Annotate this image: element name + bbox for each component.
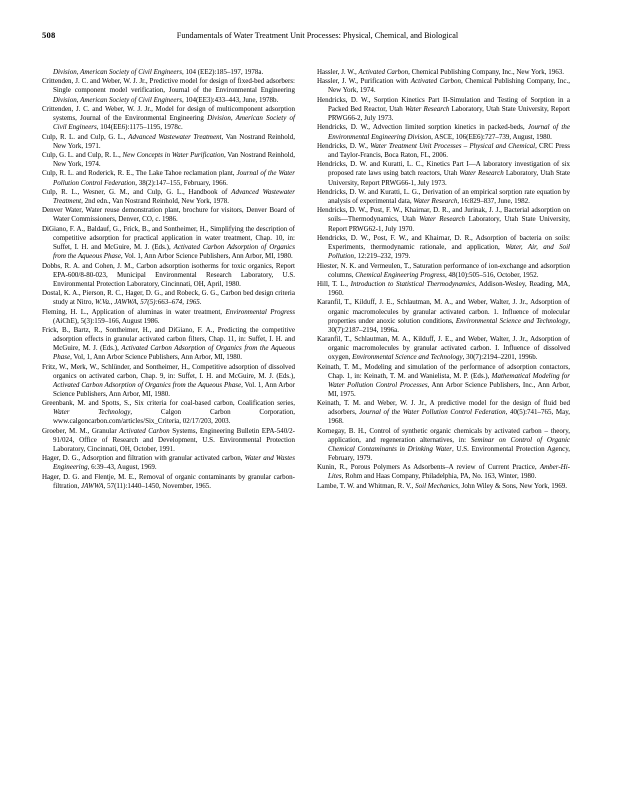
reference-entry: Fritz, W., Merk, W., Schlünder, and Sontheimer, H., Competitive adsorption of dissolved organics on activated carbon, Chap. 9, in: Suffet, I. H. and McGuire, M. J. (Eds.), Activated Carbon Adsorption of Organics from the Aqueous Phase, Vol. 1, Ann Arbor Science Publishers, Ann Arbor, MI, 1980. <box>42 362 295 398</box>
reference-entry: Hendricks, D. W., Water Treatment Unit Processes – Physical and Chemical, CRC Press and Taylor-Francis, Boca Raton, FL, 2006. <box>317 141 570 159</box>
reference-entry: Groeber, M. M., Granular Activated Carbon Systems, Engineering Bulletin EPA-540/2-91/024, Office of Research and Development, U.S. Environmental Protection Laboratory, Cincinnati, OH, October, 1991. <box>42 426 295 453</box>
reference-entry: Hager, D. G., Adsorption and filtration with granular activated carbon, Water and Wastes Engineering, 6:39–43, August, 1969. <box>42 454 296 472</box>
reference-entry: Fleming, H. L., Application of aluminas in water treatment, Environmental Progress (AiChE), 5(3):159–166, August 1986. <box>42 307 296 325</box>
reference-entry: Denver Water, Water reuse demonstration plant, brochure for visitors, Denver Board of Water Commissioners, Denver, CO, c. 1986. <box>42 206 295 224</box>
reference-entry: Culp, R. L., Wesner, G. M., and Culp, G. L., Handbook of Advanced Wastewater Treatment, 2nd edn., Van Nostrand Reinhold, New York, 1978. <box>42 187 295 205</box>
reference-entry: Frick, B., Bartz, R., Sontheimer, H., and DiGiano, F. A., Predicting the competitive adsorption effects in granular activated carbon filters, Chap. 11, in: Suffet, I. H. and McGuire, M. J. (Eds.), Activated Carbon Adsorption of Organics from the Aqueous Phase, Vol, 1, Ann Arbor Science Publishers, Ann Arbor, MI, 1980. <box>42 326 295 362</box>
reference-entry: Hendricks, D. W. and Kuratti, L. C., Kinetics Part I—A laboratory investigation of six proposed rate laws using batch reactors, Utah Water Research Laboratory, Utah State University, Report PRWG66-1, July 1973. <box>317 160 570 187</box>
page-header <box>42 30 575 42</box>
reference-entry: Division, American Society of Civil Engineers, 104 (EE2):185–197, 1978a. <box>53 68 264 76</box>
reference-entry: Hendricks, D. W., Sorption Kinetics Part II-Simulation and Testing of Sorption in a Packed Bed Reactor, Utah Water Research Laboratory, Utah State University, Report PRWG66-2, July 1973. <box>317 95 570 123</box>
reference-entry: Crittenden, J. C. and Weber, W. J. Jr., Predictive model for design of fixed-bed adsorbers: Single component model verification, Journal of the Environmental Engineering Division, American Society of Civil Engineers, 104(EE3):433–443, June, 1978b. <box>42 77 295 104</box>
reference-entry: Hendricks, D. W., Post, F. W., Khairnar, D. R., and Jurinak, J. J., Bacterial adsorption on soils—Thermodynamics, Utah Water Research Laboratory, Utah State University, Report PRWG62-1, July 1970. <box>317 206 570 233</box>
reference-entry: Karanfil, T., Schlautman, M. A., Kilduff, J. E., and Weber, Walter, J. Jr., Adsorption of organic macromolecules by granular activated carbon. I. Influence of dissolved oxygen, Environmental Science and Technology, 30(7):2194–2201, 1996b. <box>317 335 570 362</box>
reference-entry: Dobbs, R. A. and Cohen, J. M., Carbon adsorption isotherms for toxic organics, Report EPA-600/8-80-023, Municipal Environmental Research Laboratory, U.S. Environmental Protection Laboratory, Cincinnati, OH, April, 1980. <box>42 261 295 288</box>
left-column <box>42 68 295 491</box>
right-column <box>317 68 570 491</box>
reference-entry: Hiester, N. K. and Vermeulen, T., Saturation performance of ion-exchange and adsorption columns, Chemical Engineering Progress, 48(10):505–516, October, 1952. <box>317 261 570 279</box>
reference-entry: Keinath, T. M., Modeling and simulation of the performance of adsorption contactors, Chap. 1, in: Keinath, T. M. and Wanielista, M. P. (Eds.), Mathematical Modeling for Water Pollution Control Processes, Ann Arbor Science Publishers, Inc., Ann Arbor, MI, 1975. <box>317 362 571 398</box>
reference-entry: Hendricks, D. W., Post, F. W., and Khairnar, D. R., Adsorption of bacteria on soils: Experiments, thermodynamic rationale, and application, Water, Air, and Soil Pollution, 12:219–232, 1979. <box>317 233 570 261</box>
reference-entry: Hassler, J. W., Activated Carbon, Chemical Publishing Company, Inc., New York, 1963. <box>317 68 564 76</box>
page-number: 508 <box>42 30 56 40</box>
reference-entry: Kunin, R., Porous Polymers As Adsorbents–A review of Current Practice, Amber-Hi-Lites, Rohm and Haas Company, Philadelphia, PA, No. 163, Winter, 1980. <box>317 463 570 481</box>
reference-entry: Keinath, T. M. and Weber, W. J. Jr., A predictive model for the design of fluid bed adsorbers, Journal of the Water Pollution Control Federation, 40(5):741–765, May, 1968. <box>317 399 571 426</box>
reference-entry: DiGiano, F. A., Baldauf, G., Frick, B., and Sontheimer, H., Simplifying the description of competitive adsorption for practical application in water treatment, Chap. 10, in: Suffet, I. H. and McGuire, M. J. (Eds.), Activated Carbon Adsorption of Organics from the Aqueous Phase, Vol. 1, Ann Arbor Science Publishers, Ann Arbor, MI, 1980. <box>42 224 295 261</box>
reference-entry: Hager, D. G. and Flentje, M. E., Removal of organic contaminants by granular carbon- filtration, JAWWA, 57(11):1440–1450, November, 1965. <box>42 472 295 490</box>
reference-entry: Hill, T. L., Introduction to Statistical Thermodynamics, Addison-Wesley, Reading, MA, 1960. <box>317 279 570 298</box>
reference-entry: Hendricks, D. W. and Kuratti, L. G., Derivation of an empirical sorption rate equation by analysis of experimental data, Water Research, 16:829–837, June, 1982. <box>317 187 570 205</box>
reference-entry: Kornegay, B. H., Control of synthetic organic chemicals by activated carbon – theory, application, and regeneration alternatives, in: Seminar on Control of Organic Chemical Contaminants in Drinking Water, U.S. Environmental Protection Agency, February, 1979. <box>317 426 571 462</box>
reference-entry: Lambe, T. W. and Whitman, R. V., Soil Mechanics, John Wiley & Sons, New York, 1969. <box>317 481 567 490</box>
reference-entry: Culp, R. L. and Roderick, R. E., The Lake Tahoe reclamation plant, Journal of the Water Pollution Control Federation, 38(2):147–155, February, 1966. <box>42 169 295 187</box>
reference-entry: Karanfil, T., Kilduff, J. E., Schlautman, M. A., and Weber, Walter, J. Jr., Adsorption of organic macromolecules by granular activated carbon. 1. Influence of molecular properties under anoxic solution conditions, Environmental Science and Technology, 30(7):2187–2194, 1996a. <box>317 298 570 334</box>
reference-entry: Crittenden, J. C. and Weber, W. J. Jr., Model for design of multicomponent adsorption systems, Journal of the Environmental Engineering Division, American Society of Civil Engineers, 104(EE6):1175–1195, 1978c. <box>42 104 295 132</box>
reference-entry: Greenbank, M. and Spotts, S., Six criteria for coal-based carbon, Coalification series, Water Technology, Calgon Carbon Corporation, www.calgoncarbon.com/articles/Six_Criteria, 02/17/203, 2003. <box>42 399 296 426</box>
reference-entry: Culp, G. L. and Culp, R. L., New Concepts in Water Purification, Van Nostrand Reinhold, New York, 1974. <box>42 150 295 169</box>
two-column-body <box>42 68 575 491</box>
reference-entry: Hendricks, D. W., Advection limited sorption kinetics in packed-beds, Journal of the Environmental Engineering Division, ASCE, 106(EE6):727–739, August, 1980. <box>317 123 570 141</box>
running-head: Fundamentals of Water Treatment Unit Processes: Physical, Chemical, and Biological <box>176 31 459 40</box>
reference-entry: Culp, R. L. and Culp, G. L., Advanced Wastewater Treatment, Van Nostrand Reinhold, New York, 1971. <box>42 132 295 150</box>
reference-entry: Dostal, K. A., Pierson, R. C., Hager, D. G., and Robeck, G. G., Carbon bed design criteria study at Nitro, W.Va., JAWWA, 57(5):663–674, 1965. <box>42 289 295 307</box>
reference-entry: Hassler, J. W., Purification with Activated Carbon, Chemical Publishing Company, Inc., New York, 1974. <box>317 77 570 95</box>
